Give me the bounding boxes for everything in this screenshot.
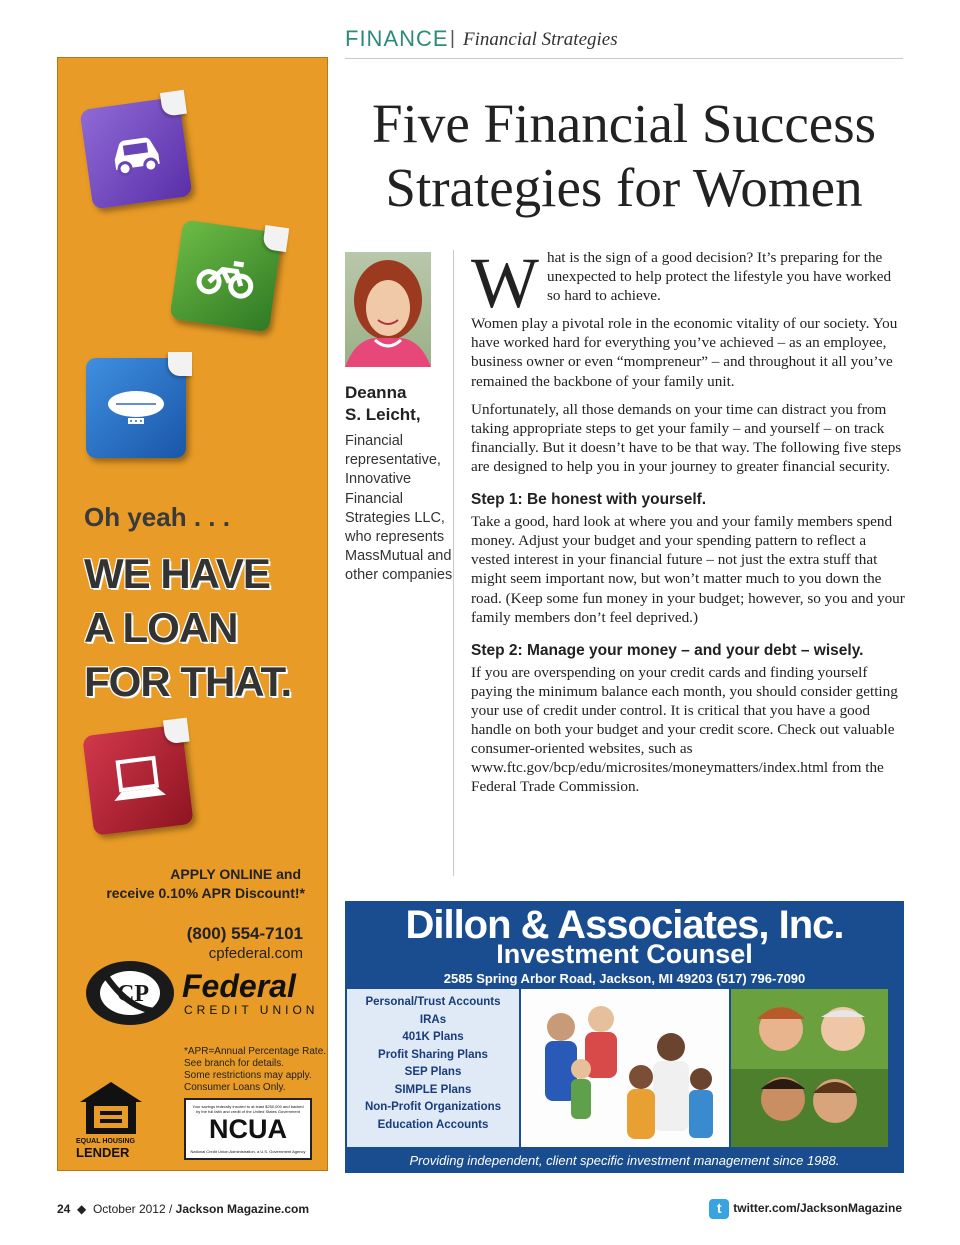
services-list <box>347 989 519 1147</box>
motorcycle-icon <box>192 242 260 310</box>
house-icon <box>76 1078 146 1138</box>
step-2-text: If you are overspending on your credit cards and finding yourself paying the minimum balance each month, you should consider getting your use of credit under control. It is critical that you have a good handle on both your budget and your credit score. Check out valuable consumer-oriented websites, such as www.ftc.gov/bcp/edu/microsites/moneymatters/index.html from the Federal Trade Commission. <box>471 663 898 796</box>
car-icon <box>102 119 170 187</box>
ncua-fine-print: Your savings federally insured to at least $250,000 and backed by the full faith and credit of the United States Government <box>192 1104 304 1114</box>
disclaimer-line: See branch for details. <box>184 1058 285 1069</box>
ad-phone[interactable]: (800) 554-7101 <box>186 924 303 943</box>
service-item: Non-Profit Organizations <box>364 1101 502 1113</box>
section-subtitle: Financial Strategies <box>463 29 618 50</box>
service-item: Profit Sharing Plans <box>378 1048 488 1061</box>
header-separator: | <box>450 28 455 49</box>
service-item: SEP Plans <box>404 1066 462 1078</box>
apply-line-2: receive 0.10% APR Discount!* <box>106 885 305 901</box>
ad-tagline: Oh yeah . . . <box>84 502 230 532</box>
dillon-tagline: Providing independent, client specific investment management since 1988. <box>409 1153 840 1168</box>
twitter-handle: twitter.com/JacksonMagazine <box>733 1201 902 1216</box>
step-2-heading: Step 2: Manage your money – and your debt – wisely. <box>471 641 864 659</box>
article-title <box>345 92 903 220</box>
credit-union-subtitle: CREDIT UNION <box>184 1003 319 1017</box>
page-number: 24 <box>57 1202 71 1216</box>
section-kicker: FINANCE <box>345 26 449 51</box>
article-body <box>471 243 905 805</box>
magazine-link[interactable]: Jackson Magazine.com <box>175 1202 310 1216</box>
title-line-1: Five Financial Success <box>371 93 877 154</box>
couples-photo <box>731 989 888 1147</box>
laptop-icon <box>105 747 172 814</box>
ad-headline-2: A LOAN <box>84 604 238 651</box>
motorcycle-tile <box>170 220 283 333</box>
intro-paragraph <box>471 243 905 323</box>
ncua-footer: National Credit Union Administration, a U.S. Government Agency <box>190 1149 306 1154</box>
ad-website-link[interactable]: cpfederal.com <box>208 945 303 962</box>
author-name-line-1: Deanna <box>345 383 407 402</box>
ad-headline-3: FOR THAT. <box>84 658 292 705</box>
cp-logo-initials: CP <box>117 981 149 1007</box>
footer-date: October 2012 / <box>92 1202 176 1216</box>
apply-line-1: APPLY ONLINE and <box>170 866 301 882</box>
footer-bullet: ◆ <box>77 1202 87 1216</box>
intro-text: hat is the sign of a good decision? It’s preparing for the unexpected to help protect the lifestyle you have worked so hard to achieve. <box>546 249 892 305</box>
dillon-subtitle: Investment Counsel <box>496 939 753 969</box>
column-divider <box>453 250 454 876</box>
paragraph: Unfortunately, all those demands on your time can distract you from taking appropriate steps to get your family – and yourself – on track financially. But it doesn’t have to be that way. The following five steps are designed to help you in your journey to greater financial security. <box>471 400 902 475</box>
step-1-heading: Step 1: Be honest with yourself. <box>471 491 707 509</box>
ehl-label-bottom: LENDER <box>76 1145 130 1160</box>
car-tile <box>80 97 193 210</box>
disclaimer-line: *APR=Annual Percentage Rate. <box>184 1046 327 1057</box>
twitter-link[interactable] <box>709 1199 902 1219</box>
author-bio: Financial representative, Innovative Financial Strategies LLC, who represents MassMutual and other companies <box>345 433 453 584</box>
cp-logo-icon <box>84 953 178 1033</box>
credit-union-brand: Federal <box>182 968 296 1004</box>
service-item: 401K Plans <box>402 1031 464 1043</box>
ad-disclaimer <box>184 1046 326 1094</box>
service-item: IRAs <box>419 1013 447 1026</box>
ncua-badge <box>184 1098 312 1160</box>
page-footer <box>57 1202 309 1216</box>
title-line-2: Strategies for Women <box>385 157 863 218</box>
disclaimer-line: Consumer Loans Only. <box>184 1082 286 1093</box>
drop-cap: W <box>471 243 539 323</box>
laptop-tile <box>82 724 193 835</box>
author-name <box>345 382 421 426</box>
ehl-label-top: EQUAL HOUSING <box>76 1138 135 1145</box>
disclaimer-line: Some restrictions may apply. <box>184 1070 312 1081</box>
author-photo <box>345 252 431 367</box>
paragraph: Women play a pivotal role in the economic vitality of our society. You have worked hard for everything you’ve achieved – as an employee, business owner or even “mompreneur” – and throughout it all you’ve remained the backbone of your family unit. <box>471 315 898 390</box>
author-name-line-2: S. Leicht, <box>345 405 421 424</box>
equal-housing-lender-logo <box>76 1078 146 1158</box>
service-item: Education Accounts <box>377 1118 489 1131</box>
family-photo <box>521 989 729 1147</box>
blimp-tile <box>86 358 186 458</box>
service-item: SIMPLE Plans <box>394 1083 472 1096</box>
dillon-ad[interactable] <box>345 901 904 1173</box>
ad-headline-1: WE HAVE <box>84 550 270 597</box>
dillon-address: 2585 Spring Arbor Road, Jackson, MI 49203 (517) 796-7090 <box>443 971 806 986</box>
service-item: Personal/Trust Accounts <box>365 996 501 1008</box>
section-header <box>345 26 903 59</box>
twitter-icon: t <box>709 1199 729 1219</box>
dillon-name: Dillon & Associates, Inc. <box>405 903 844 947</box>
blimp-icon <box>106 378 166 438</box>
step-1-text: Take a good, hard look at where you and your family members spend money. Adjust your budget and your spending pattern to reflect a vested interest in your financial future – not just the extra stuff that might seem important now, but won’t matter much to you down the road. (Keep some fun money in your budget; however, so you and your family members don’t feel deprived.) <box>471 513 905 626</box>
loan-ad[interactable] <box>57 57 328 1171</box>
ncua-label: NCUA <box>209 1114 287 1144</box>
